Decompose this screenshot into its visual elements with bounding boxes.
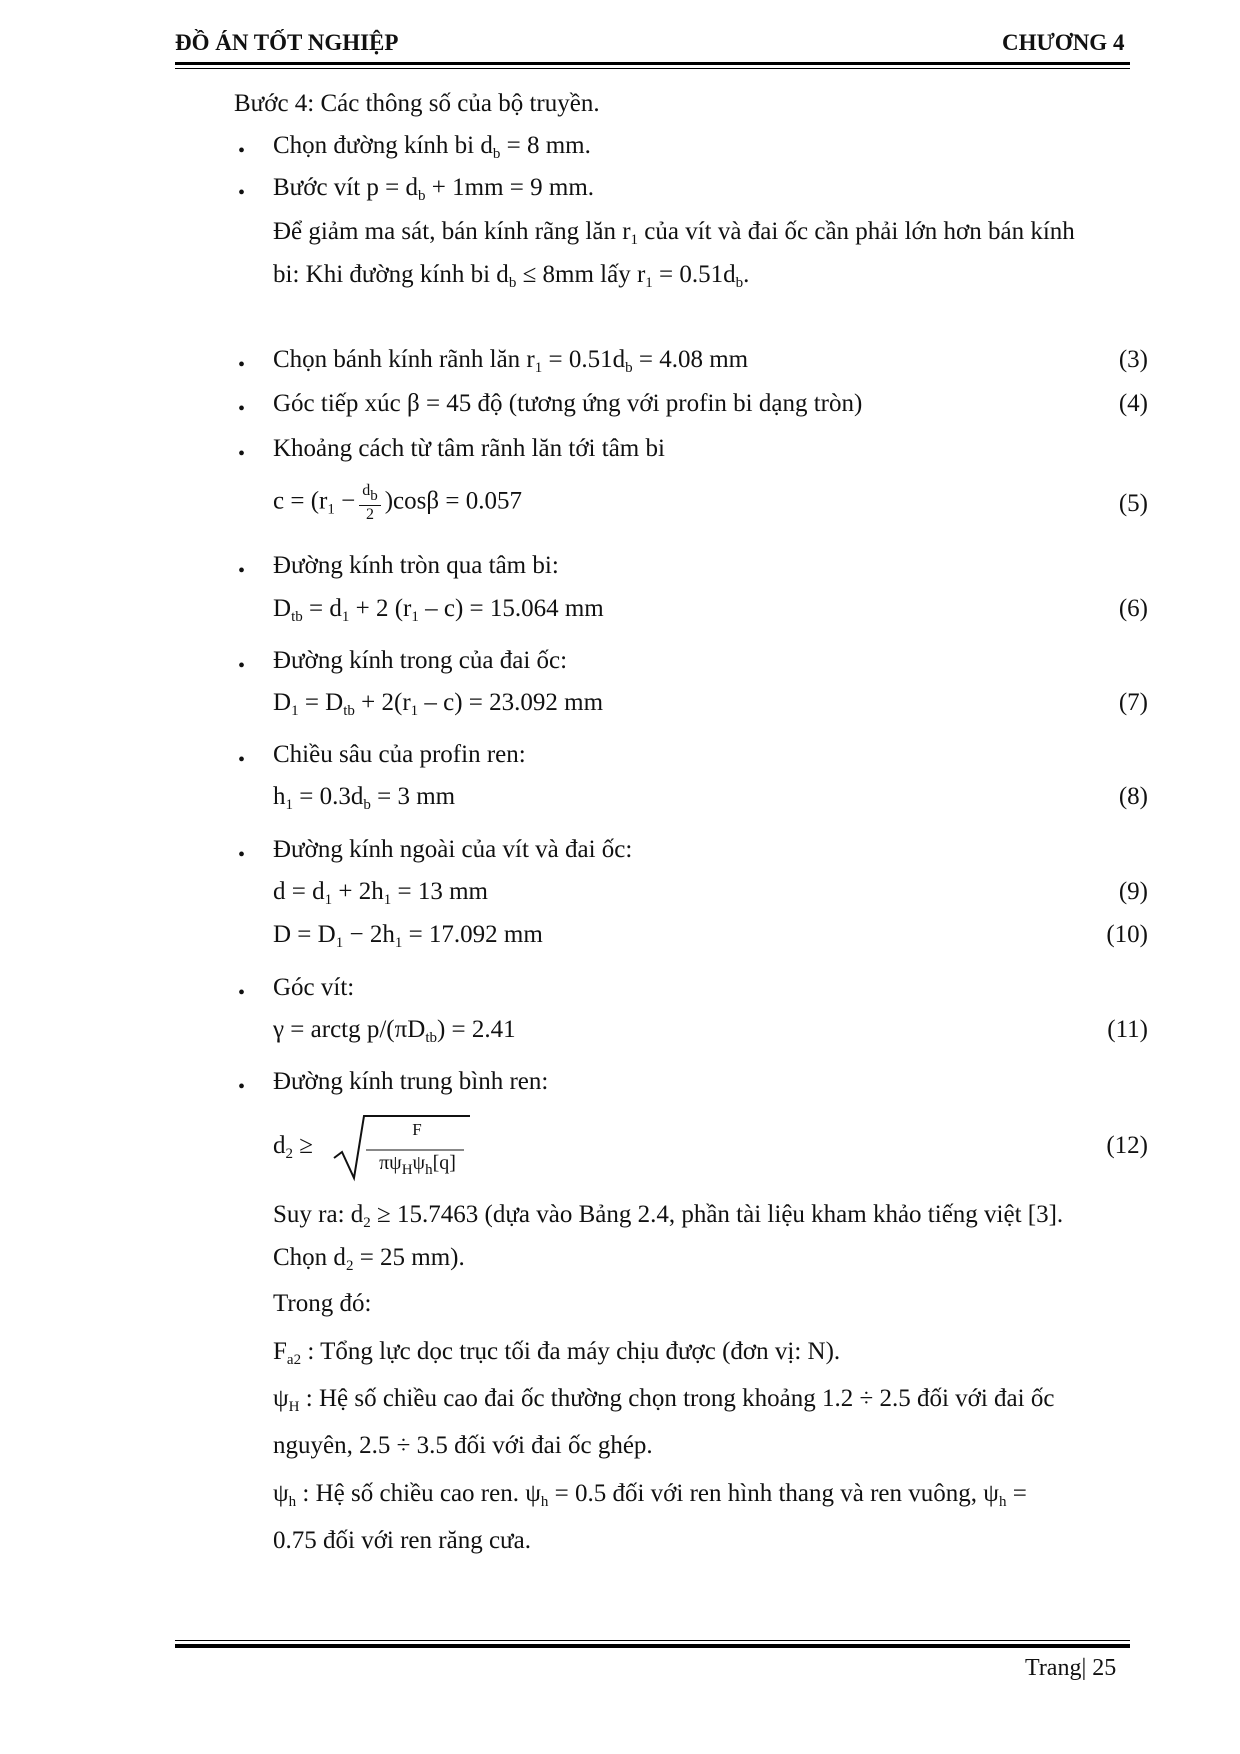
footer-rule-thick <box>175 1644 1130 1648</box>
where-label: Trong đó: <box>273 1290 372 1317</box>
equation-number: (5) <box>1118 490 1148 517</box>
definition-fa2: $F_{a2}$ : Tổng lực dọc trục tối đa máy chịu được (đơn vị: N). <box>273 1338 841 1368</box>
header-title: ĐỒ ÁN TỐT NGHIỆP <box>175 30 399 55</box>
equation-number: (10) <box>1106 921 1148 948</box>
header-rule-thick <box>175 62 1130 65</box>
mean-diameter-formula-lhs: $d_2$ ≥ <box>273 1132 313 1162</box>
definition-psi-h-upper: $\psi_H$ : Hệ số chiều cao đai ốc thường chọn trong khoảng 1.2 ÷ 2.5 đối với đai ốc <box>273 1385 1055 1415</box>
chosen-diameter-line: Chọn $d_2 = 25$ mm). <box>273 1244 465 1274</box>
step-heading: Bước 4: Các thông số của bộ truyền. <box>234 90 600 117</box>
outer-diameter-nut-formula: $D = D_1 - 2h_1 = 17.092$ mm <box>273 921 543 951</box>
friction-note-line: Để giảm ma sát, bán kính rãng lăn $r_1$ của vít và đai ốc cần phải lớn hơn bán kính <box>273 218 1075 248</box>
distance-heading: Khoảng cách từ tâm rãnh lăn tới tâm bi <box>273 435 665 462</box>
bullet: • <box>238 443 246 465</box>
lead-angle-formula: γ = arctg $p/(\pi D_{tb}) = 2.41$ <box>273 1016 516 1046</box>
bullet: • <box>238 749 246 771</box>
equation-number: (11) <box>1107 1016 1148 1043</box>
nut-inner-heading: Đường kính trong của đai ốc: <box>273 647 568 674</box>
equation-number: (12) <box>1106 1132 1148 1159</box>
thread-depth-formula: $h_1 = 0.3d_b = 3$ mm <box>273 783 456 813</box>
equation-number: (7) <box>1118 689 1148 716</box>
nut-inner-formula: $D_1 = D_{tb} + 2(r_1 - c) = 23.092$ mm <box>273 689 604 719</box>
equation-number: (3) <box>1118 346 1148 373</box>
equation-number: (9) <box>1118 878 1148 905</box>
thread-depth-heading: Chiều sâu của profin ren: <box>273 741 526 768</box>
bullet: • <box>238 182 246 204</box>
outer-diameter-heading: Đường kính ngoài của vít và đai ốc: <box>273 836 633 863</box>
bullet: • <box>238 140 246 162</box>
lead-angle-heading: Góc vít: <box>273 974 355 1001</box>
bullet: • <box>238 560 246 582</box>
equation-number: (8) <box>1118 783 1148 810</box>
definition-psi-h-lower: $\psi_h$ : Hệ số chiều cao ren. $\psi_h = 0.5$ đối với ren hình thang và ren vuông, $\psi_h$ = <box>273 1480 1027 1510</box>
screw-pitch-line: Bước vít $p = d_b + 1mm = 9$ mm. <box>273 174 595 204</box>
header-chapter: CHƯƠNG 4 <box>1002 30 1125 55</box>
result-line: Suy ra: $d_2 \ge 15.7463$ (dựa vào Bảng 2.4, phần tài liệu kham khảo tiếng việt [3]. <box>273 1201 1064 1231</box>
equation-number: (6) <box>1118 595 1148 622</box>
sqrt-denominator: $\pi\psi_H\psi_h[q]$ <box>379 1152 456 1178</box>
groove-radius-line: Chọn bánh kính rãnh lăn $r_1 = 0.51d_b = 4.08$ mm <box>273 346 749 376</box>
definition-psi-h-lower-cont: 0.75 đối với ren răng cưa. <box>273 1527 531 1554</box>
bullet: • <box>238 982 246 1004</box>
friction-note-line-2: bi: Khi đường kính bi $d_b \le 8mm$ lấy $r_1 = 0.51d_b$. <box>273 261 750 291</box>
footer-rule-thin <box>175 1640 1130 1641</box>
pitch-circle-formula: $D_{tb} = d_1 + 2$ $(r_1 - c) = 15.064$ mm <box>273 595 604 625</box>
contact-angle-line: Góc tiếp xúc β = 45 độ (tương ứng với profin bi dạng tròn) <box>273 390 863 417</box>
definition-psi-h-upper-cont: nguyên, 2.5 ÷ 3.5 đối với đai ốc ghép. <box>273 1432 653 1459</box>
fraction: $\frac{d_b}{2}$ <box>359 482 381 523</box>
mean-diameter-heading: Đường kính trung bình ren: <box>273 1068 549 1095</box>
ball-diameter-line: Chọn đường kính bi $d_b = 8$ mm. <box>273 132 591 162</box>
distance-formula: $c = (r_1$ − $\frac{d_b}{2}$ )cosβ = 0.057 <box>273 482 522 523</box>
bullet: • <box>238 354 246 376</box>
pitch-circle-heading: Đường kính tròn qua tâm bi: <box>273 552 559 579</box>
bullet: • <box>238 398 246 420</box>
bullet: • <box>238 844 246 866</box>
equation-number: (4) <box>1118 390 1148 417</box>
bullet: • <box>238 1076 246 1098</box>
sqrt-numerator: F <box>412 1120 422 1139</box>
bullet: • <box>238 655 246 677</box>
outer-diameter-screw-formula: $d = d_1 + 2h_1 = 13$ mm <box>273 878 488 908</box>
page-number: Trang| 25 <box>1025 1655 1117 1681</box>
header-rule-thin <box>175 68 1130 69</box>
